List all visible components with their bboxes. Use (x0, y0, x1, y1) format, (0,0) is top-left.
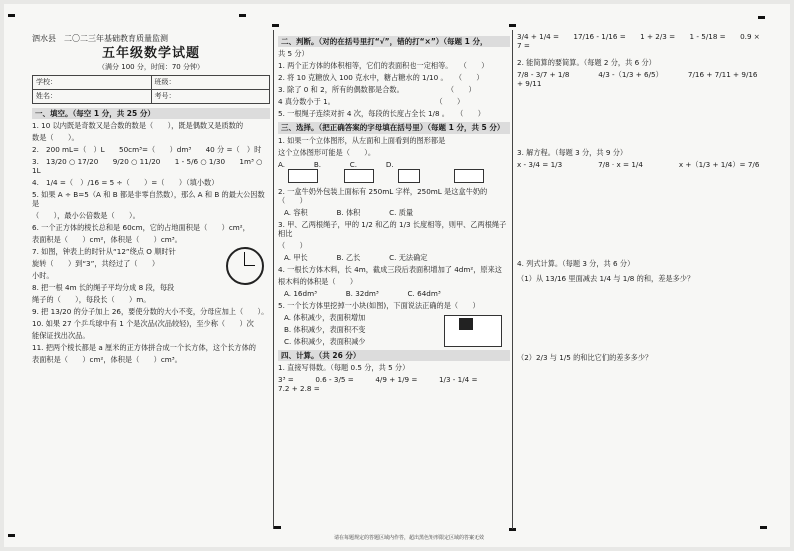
answer-options: A. 容积 B. 体积 C. 质量 (284, 207, 414, 217)
section-heading: 二、判断。（对的在括号里打“√”，错的打“×”）（每题 1 分， (278, 36, 510, 47)
question-text: 7. 如图，钟表上的时针从“12”绕点 O 顺时针 (32, 247, 176, 257)
question-text: 2. 能简算的要简算。（每题 2 分，共 6 分） (517, 58, 656, 67)
school-field[interactable]: 学校： (33, 76, 152, 90)
question-text: 11. 把两个棱长都是 a 厘米的正方体拼合成一个长方体，这个长方体的 (32, 343, 256, 353)
question-text: 3. 解方程。（每题 3 分，共 9 分） (517, 148, 628, 157)
corner-mark (758, 16, 765, 19)
question-text: 3. 甲、乙两根绳子，甲的 1/2 和乙的 1/3 长度相等，则甲、乙两根绳子相比 (278, 219, 507, 238)
question-text: 8. 把一根 4m 长的绳子平均分成 8 段，每段 (32, 283, 175, 293)
question-text: 绳子的（ ），每段长（ ）m。 (32, 295, 151, 305)
answer-option: C. 体积减少，表面积减少 (284, 336, 366, 346)
question-text: 1. 10 以内既是奇数又是合数的数是（ ），既是偶数又是质数的 (32, 121, 244, 131)
question-text: 表面积是（ ）cm²，体积是（ ）cm³。 (32, 355, 182, 365)
question-text: 5. 一个长方体里挖掉一小块(如图)，下面说法正确的是（ ） (278, 300, 480, 310)
question-text: 2. 200 mL=（ ）L 50cm³=（ ）dm³ 40 分 =（ ）时 (32, 145, 262, 155)
cube-figure-c (398, 169, 420, 183)
question-text: 1. 两个正方体的体积相等，它们的表面积也一定相等。 （ ） (278, 61, 489, 71)
calc-row: 7/8 - 3/7 + 1/8 4/3 -（1/3 + 6/5） 7/16 + 7/11 + 9/16 + 9/11 (517, 70, 758, 88)
exam-title: 五年级数学试题 (101, 46, 200, 61)
question-text: 2. 将 10 克糖放入 100 克水中，糖占糖水的 1/10 。 （ ） (278, 73, 484, 83)
name-field[interactable]: 姓名： (33, 90, 152, 104)
answer-option: B. 体积减少，表面积不变 (284, 324, 366, 334)
question-text: 3. 13/20 ○ 17/20 9/20 ○ 11/20 1 - 5/6 ○ 1/30 1m³ ○ 1L (32, 157, 263, 176)
corner-mark (760, 526, 767, 529)
question-text: 5. 一根绳子连续对折 4 次，每段的长度占全长 1/8 。 （ ） (278, 109, 485, 119)
answer-option: A. 体积减少，表面积增加 (284, 312, 366, 322)
exam-county: 泗水县 二〇二三年基础教育质量监测 (32, 34, 168, 43)
exam-meta: （满分 100 分，时间：70 分钟） (98, 63, 204, 72)
question-text: 6. 一个正方体的棱长总和是 60cm，它的占地面积是（ ）cm²， (32, 223, 250, 233)
question-text: （2）2/3 与 1/5 的和比它们的差多多少？ (517, 353, 653, 362)
question-text: 小时。 (32, 271, 54, 281)
question-text: 这个立体图形可能是（ ）。 (278, 147, 376, 157)
cube-figure-a (288, 169, 318, 183)
exam-sheet (4, 4, 790, 547)
cube-figure-d (454, 169, 484, 183)
calc-row: 3³ = 0.6 - 3/5 = 4/9 + 1/9 = 1/3 - 1/4 = 7.2 + 2.8 = (278, 375, 500, 394)
column-divider (512, 30, 513, 529)
question-text: 4. 一根长方体木料，长 4m，截成三段后表面积增加了 4dm²，原来这 (278, 264, 502, 274)
section-heading: 一、填空。（每空 1 分，共 25 分） (32, 108, 270, 119)
answer-options: A. 16dm³ B. 32dm³ C. 64dm³ (284, 288, 441, 298)
corner-mark (274, 526, 281, 529)
section-heading: 三、选择。（把正确答案的字母填在括号里）（每题 1 分，共 5 分） (278, 122, 510, 133)
corner-mark (8, 534, 15, 537)
column-middle (278, 32, 510, 396)
calc-row: 3/4 + 1/4 = 17/16 - 1/16 = 1 + 2/3 = 1 - 5/18 = 0.9 × 7 = (517, 32, 760, 50)
answer-options: A. 甲长 B. 乙长 C. 无法确定 (284, 252, 428, 262)
question-text: （1）从 13/16 里面减去 1/4 与 1/8 的和，差是多少？ (517, 274, 695, 283)
column-right (517, 32, 765, 365)
exam-no-field[interactable]: 考号： (151, 90, 270, 104)
section-heading-cont: 共 5 分） (278, 49, 309, 59)
question-text: 9. 把 13/20 的分子加上 26，要使分数的大小不变，分母应加上（ ）。 (32, 307, 269, 317)
question-text: 4. 1/4 =（ ）/16 = 5 ÷（ ）=（ ）（填小数） (32, 178, 219, 188)
question-text: 2. 一盒牛奶外包装上面标有 250mL 字样，250mL 是这盒牛奶的（ ） (278, 186, 488, 205)
column-divider (273, 30, 274, 529)
question-text: 4 真分数小于 1。 （ ） (278, 97, 465, 107)
question-text: 旋转（ ）到“3”，共经过了（ ） (32, 259, 160, 269)
question-text: 表面积是（ ）cm²，体积是（ ）cm³。 (32, 235, 182, 245)
question-text: （ ），最小公倍数是（ ）。 (32, 211, 140, 221)
question-text: 5. 如果 A ÷ B=5（A 和 B 都是非零自然数），那么 A 和 B 的最大公因数是 (32, 190, 265, 209)
corner-mark (509, 24, 516, 27)
corner-mark (272, 24, 279, 27)
question-text: 1. 如果一个立体图形，从左面和上面看到的图形都是 (278, 135, 446, 145)
question-text: 能保证找出次品。 (32, 331, 90, 341)
cube-figure-b (344, 169, 374, 183)
corner-mark (8, 14, 15, 17)
column-left (32, 32, 270, 367)
question-text: 数是（ ）。 (32, 133, 79, 143)
question-text: 4. 列式计算。（每题 3 分，共 6 分） (517, 259, 635, 268)
footer-note: 请在每题规定的答题区域内作答，超出黑色矩形限定区域的答案无效 (333, 535, 484, 541)
question-text: 3. 除了 0 和 2，所有的偶数都是合数。 （ ） (278, 85, 476, 95)
calc-row: x - 3/4 = 1/3 7/8 · x = 1/4 x +（1/3 + 1/4）= 7/6 (517, 160, 760, 169)
class-field[interactable]: 班级： (151, 76, 270, 90)
corner-mark (239, 14, 246, 17)
section-heading: 四、计算。（共 26 分） (278, 350, 510, 361)
student-info-table (32, 75, 270, 104)
question-text: 10. 如果 27 个乒乓球中有 1 个是次品(次品较轻)，至少称（ ）次 (32, 319, 254, 329)
cube-options: A. B. C. D. (278, 160, 510, 184)
cuboid-figure (444, 315, 502, 347)
question-text: 根木料的体积是（ ） (278, 276, 358, 286)
question-text: （ ） (278, 240, 307, 250)
question-text: 1. 直接写得数。（每题 0.5 分，共 5 分） (278, 363, 410, 373)
